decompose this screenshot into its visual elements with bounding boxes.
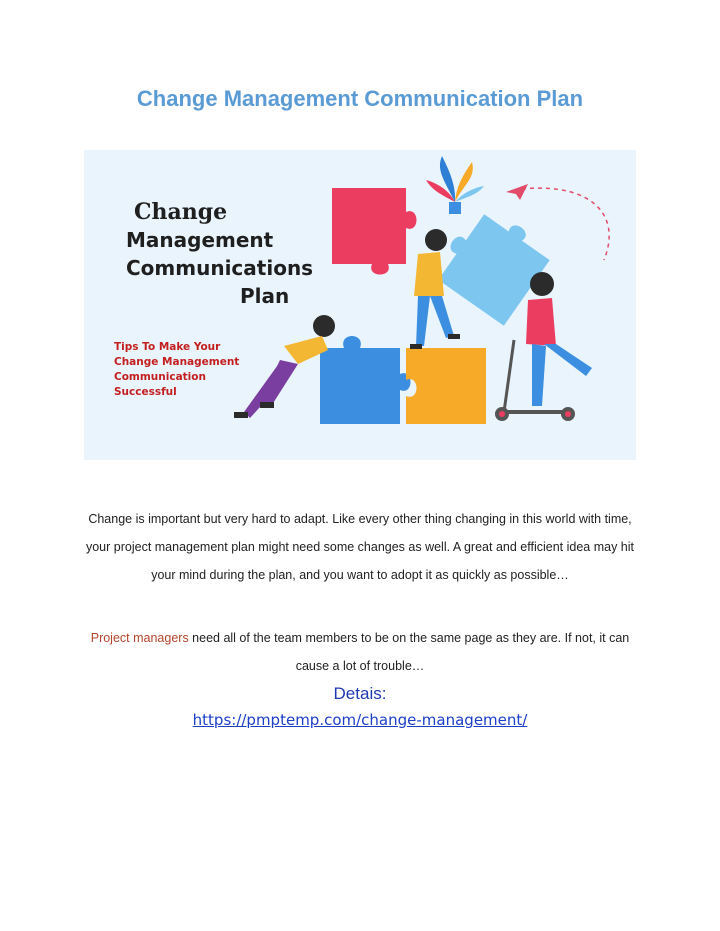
page-title: Change Management Communication Plan — [136, 86, 584, 111]
hero-heading — [126, 198, 336, 310]
details-link[interactable]: https://pmptemp.com/change-management/ — [192, 711, 528, 729]
hero-illustration — [84, 150, 636, 460]
hero-tips-line: Communication — [114, 371, 206, 383]
puzzle-piece-red — [332, 188, 417, 275]
details-label: Detais: — [333, 684, 387, 703]
hero-heading-line: Change — [134, 199, 228, 225]
hero-heading-line: Communications — [126, 256, 314, 280]
hero-tips-line: Tips To Make Your — [114, 341, 221, 353]
paper-plane-icon — [506, 184, 528, 200]
puzzle-piece-orange — [406, 348, 486, 424]
team-paragraph — [84, 624, 636, 680]
team-paragraph-text: need all of the team members to be on the same page as they are. If not, it can cause a lot of trouble… — [188, 631, 630, 673]
hero-tips — [114, 340, 254, 400]
plant-icon — [426, 156, 484, 214]
intro-paragraph: Change is important but very hard to adapt. Like every other thing changing in this world with time, your project management plan might need some changes as well. A great and efficient idea may hit your mind during the plan, and you want to adopt it as quickly as possible… — [85, 512, 634, 582]
hero-heading-line: Plan — [240, 284, 290, 308]
puzzle-piece-blue — [320, 336, 411, 424]
hero-tips-line: Change Management — [114, 356, 240, 368]
hero-tips-line: Successful — [114, 386, 177, 398]
hero-heading-line: Management — [126, 228, 274, 252]
project-managers-link[interactable]: Project managers — [90, 631, 189, 645]
